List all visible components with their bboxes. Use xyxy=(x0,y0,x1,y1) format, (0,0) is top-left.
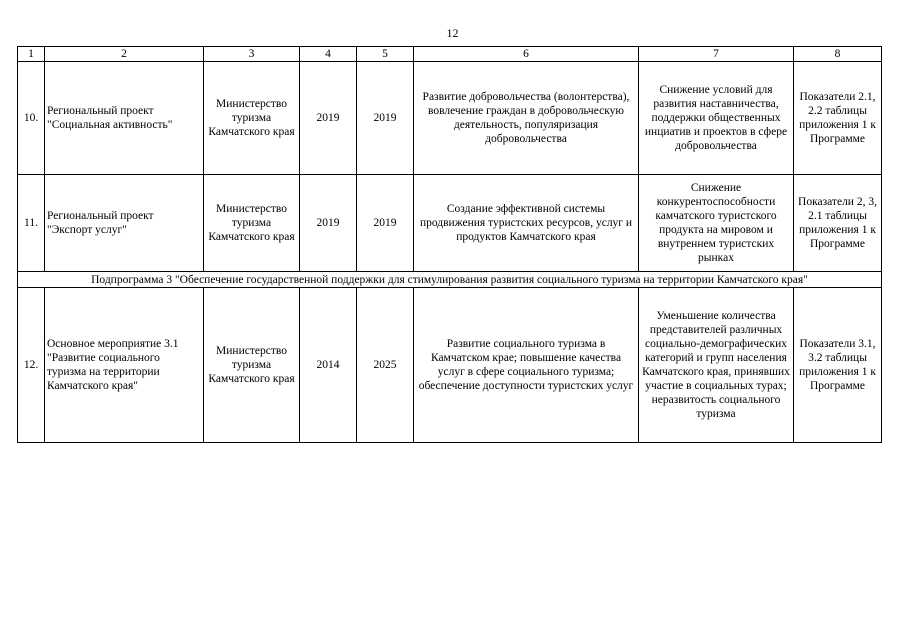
start-year: 2014 xyxy=(300,288,357,443)
non-implementation-consequences: Снижение условий для развития наставничества, поддержки общественных инциатив и проектов в сфере добровольчества xyxy=(639,62,794,175)
table-row xyxy=(18,62,882,175)
column-number-row xyxy=(18,47,882,62)
activity-name: Региональный проект "Экспорт услуг" xyxy=(45,175,204,272)
row-number: 10. xyxy=(18,62,45,175)
column-header: 5 xyxy=(357,47,414,62)
column-header: 2 xyxy=(45,47,204,62)
executor: Министерство туризма Камчатского края xyxy=(204,175,300,272)
start-year: 2019 xyxy=(300,175,357,272)
end-year: 2019 xyxy=(357,175,414,272)
activity-name: Региональный проект "Социальная активность" xyxy=(45,62,204,175)
non-implementation-consequences: Уменьшение количества представителей различных социально-демографических категорий и групп населения Камчатского края, принявших участие в социальных турах; неразвитость социального туризма xyxy=(639,288,794,443)
non-implementation-consequences: Снижение конкурентоспособности камчатского туристского продукта на мировом и внутреннем туристских рынках xyxy=(639,175,794,272)
column-header: 7 xyxy=(639,47,794,62)
subprogram-title: Подпрограмма 3 "Обеспечение государственной поддержки для стимулирования развития социального туризма на территории Камчатского края" xyxy=(18,272,882,288)
start-year: 2019 xyxy=(300,62,357,175)
end-year: 2025 xyxy=(357,288,414,443)
expected-result: Создание эффективной системы продвижения туристских ресурсов, услуг и продуктов Камчатского края xyxy=(414,175,639,272)
table-row xyxy=(18,175,882,272)
activity-name: Основное мероприятие 3.1 "Развитие социального туризма на территории Камчатского края" xyxy=(45,288,204,443)
column-header: 3 xyxy=(204,47,300,62)
table-row xyxy=(18,288,882,443)
end-year: 2019 xyxy=(357,62,414,175)
related-indicators: Показатели 2, 3, 2.1 таблицы приложения 1 к Программе xyxy=(794,175,882,272)
row-number: 11. xyxy=(18,175,45,272)
column-header: 4 xyxy=(300,47,357,62)
related-indicators: Показатели 3.1, 3.2 таблицы приложения 1 к Программе xyxy=(794,288,882,443)
row-number: 12. xyxy=(18,288,45,443)
program-activities-table xyxy=(17,46,882,443)
executor: Министерство туризма Камчатского края xyxy=(204,62,300,175)
expected-result: Развитие добровольчества (волонтерства), вовлечение граждан в добровольческую деятельность, популяризация добровольчества xyxy=(414,62,639,175)
column-header: 1 xyxy=(18,47,45,62)
column-header: 6 xyxy=(414,47,639,62)
expected-result: Развитие социального туризма в Камчатском крае; повышение качества услуг в сфере социального туризма; обеспечение доступности туристских услуг xyxy=(414,288,639,443)
related-indicators: Показатели 2.1, 2.2 таблицы приложения 1 к Программе xyxy=(794,62,882,175)
column-header: 8 xyxy=(794,47,882,62)
subprogram-row xyxy=(18,272,882,288)
executor: Министерство туризма Камчатского края xyxy=(204,288,300,443)
page-number: 12 xyxy=(446,26,459,40)
